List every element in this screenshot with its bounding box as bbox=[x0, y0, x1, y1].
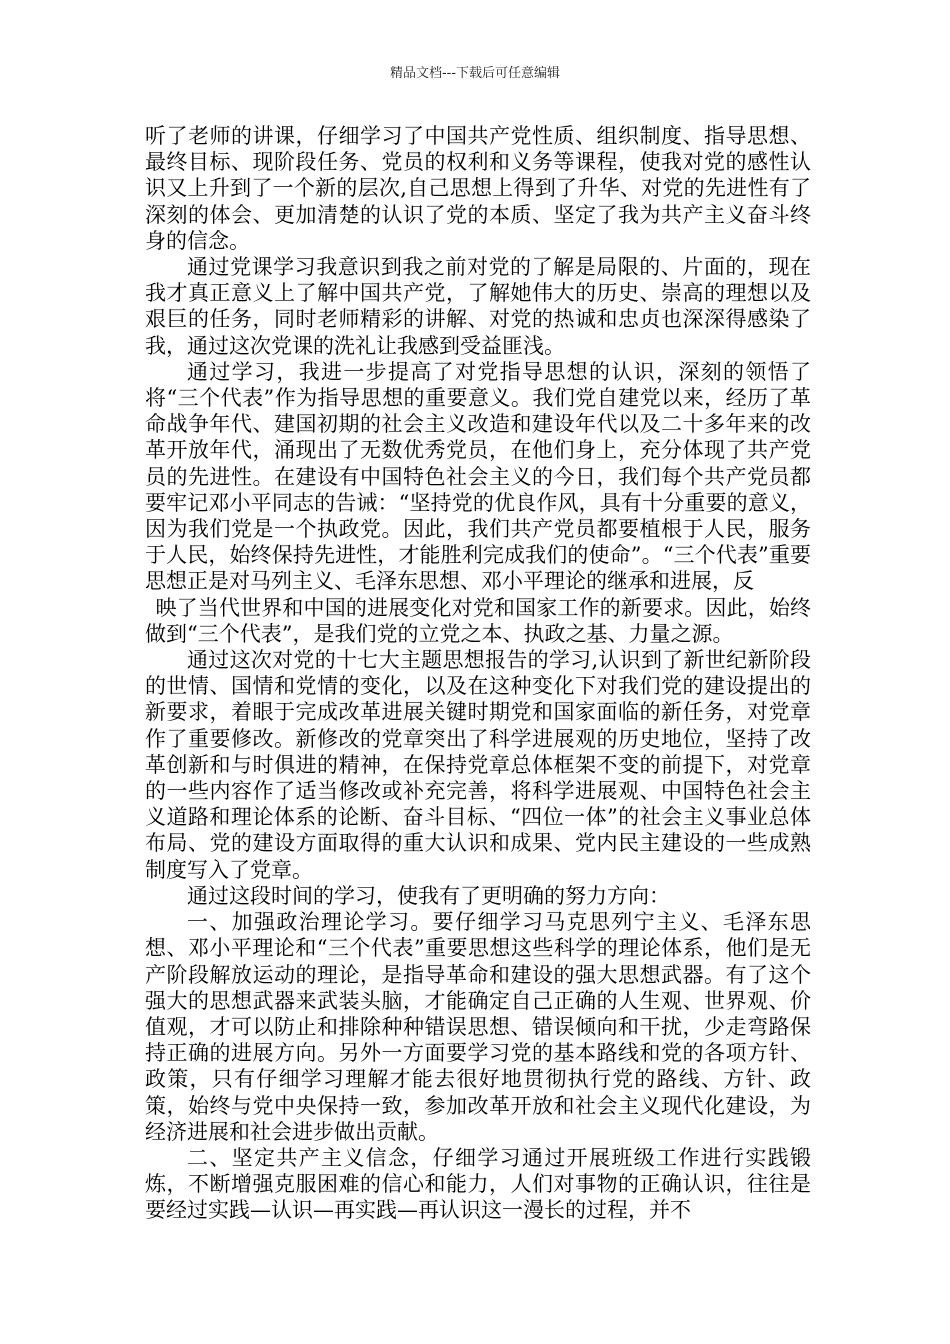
paragraph-1: 听了老师的讲课，仔细学习了中国共产党性质、组织制度、指导思想、最终目标、现阶段任务、党员的权利和义务等课程，使我对党的感性认识又上升到了一个新的层次,自己思想上得到了升华、对党的先进性有了深刻的体会、更加清楚的认识了党的本质、坚定了我为共产主义奋斗终身的信念。 bbox=[145, 124, 811, 253]
paragraph-3: 通过学习，我进一步提高了对党指导思想的认识，深刻的领悟了将“三个代表”作为指导思想的重要意义。我们党自建党以来，经历了革命战争年代、建国初期的社会主义改造和建设年代以及二十多年来的改革开放年代，涌现出了无数优秀党员，在他们身上，充分体现了共产党员的先进性。在建设有中国特色社会主义的今日，我们每个共产党员都要牢记邓小平同志的告诫：“坚持党的优良作风，具有十分重要的意义，因为我们党是一个执政党。因此，我们共产党员都要植根于人民，服务于人民，始终保持先进性，才能胜利完成我们的使命”。“三个代表”重要思想正是对马列主义、毛泽东思想、邓小平理论的继承和进展，反 bbox=[145, 359, 811, 594]
document-body bbox=[145, 123, 811, 1224]
page-header: 精品文档---下载后可任意编辑 bbox=[389, 66, 561, 81]
paragraph-2: 通过党课学习我意识到我之前对党的了解是局限的、片面的，现在我才真正意义上了解中国共产党，了解她伟大的历史、崇高的理想以及艰巨的任务，同时老师精彩的讲解、对党的热诚和忠贞也深深得感染了我，通过这次党课的洗礼让我感到受益匪浅。 bbox=[145, 255, 811, 358]
paragraph-7: 一、加强政治理论学习。要仔细学习马克思列宁主义、毛泽东思想、邓小平理论和“三个代表”重要思想这些科学的理论体系，他们是无产阶段解放运动的理论，是指导革命和建设的强大思想武器。有了这个强大的思想武器来武装头脑，才能确定自己正确的人生观、世界观、价值观，才可以防止和排除种种错误思想、错误倾向和干扰，少走弯路保持正确的进展方向。另外一方面要学习党的基本路线和党的各项方针、政策，只有仔细学习理解才能去很好地贯彻执行党的路线、方针、政策，始终与党中央保持一致，参加改革开放和社会主义现代化建设，为经济进展和社会进步做出贡献。 bbox=[145, 910, 811, 1144]
paragraph-5: 通过这次对党的十七大主题思想报告的学习,认识到了新世纪新阶段的世情、国情和党情的变化，以及在这种变化下对我们党的建设提出的新要求，着眼于完成改革进展关键时期党和国家面临的新任务，对党章作了重要修改。新修改的党章突出了科学进展观的历史地位，坚持了改革创新和与时俱进的精神，在保持党章总体框架不变的前提下，对党章的一些内容作了适当修改或补充完善，将科学进展观、中国特色社会主义道路和理论体系的论断、奋斗目标、“四位一体”的社会主义事业总体布局、党的建设方面取得的重大认识和成果、党内民主建设的一些成熟制度写入了党章。 bbox=[145, 648, 811, 882]
paragraph-6: 通过这段时间的学习，使我有了更明确的努力方向： bbox=[187, 883, 670, 908]
paragraph-8: 二、坚定共产主义信念，仔细学习通过开展班级工作进行实践锻炼，不断增强克服困难的信心和能力，人们对事物的正确认识，往往是要经过实践—认识—再实践—再认识这一漫长的过程，并不 bbox=[145, 1145, 811, 1223]
paragraph-4: 映了当代世界和中国的进展变化对党和国家工作的新要求。因此，始终做到“三个代表”，是我们党的立党之本、执政之基、力量之源。 bbox=[145, 595, 811, 646]
